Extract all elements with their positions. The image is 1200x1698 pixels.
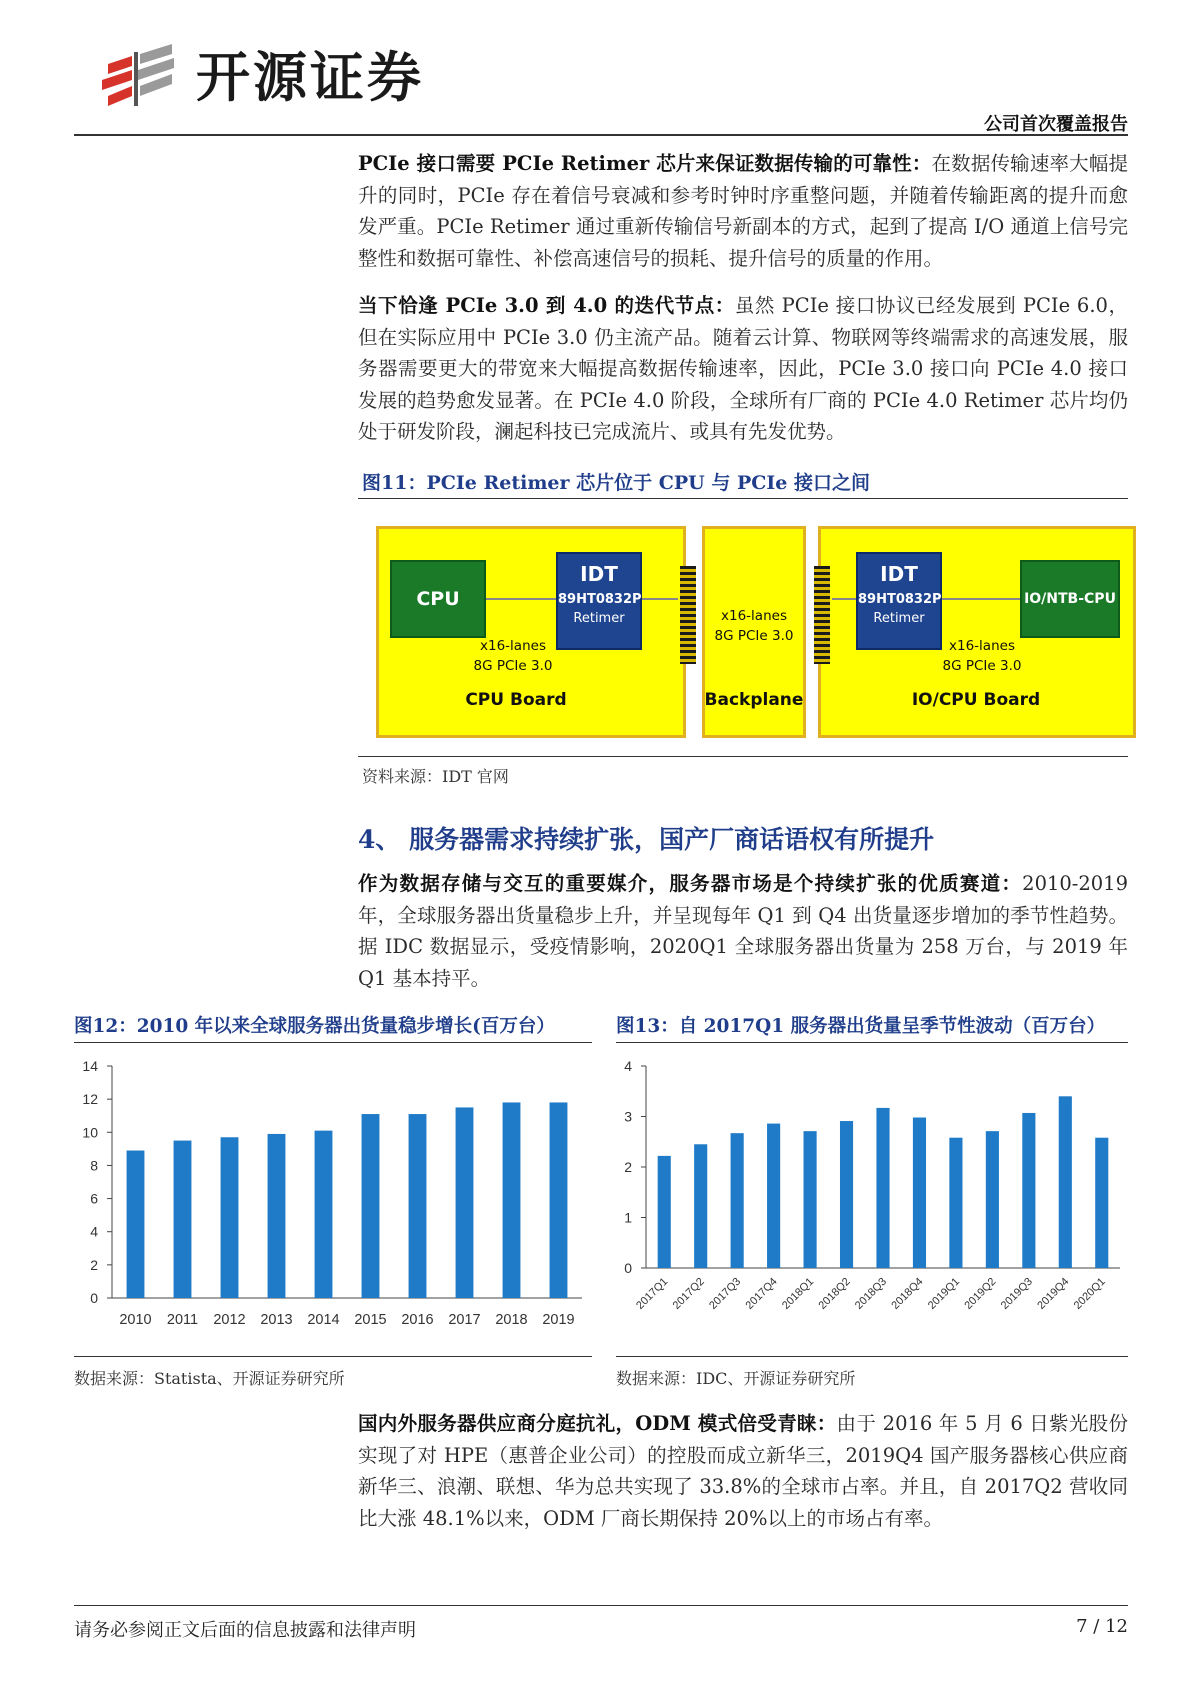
chart-annual-shipments: [74, 1050, 592, 1350]
x-tick-label: 2019Q4: [1035, 1275, 1072, 1312]
figure-12-source: 数据来源：Statista、开源证券研究所: [74, 1369, 345, 1388]
footer-disclaimer: 请务必参阅正文后面的信息披露和法律声明: [74, 1620, 416, 1641]
y-tick-label: 2: [90, 1256, 98, 1273]
section-4-heading: 4、 服务器需求持续扩张，国产厂商话语权有所提升: [358, 825, 935, 854]
figure-13-bottom-rule: [616, 1356, 1128, 1357]
figure-13-source: 数据来源：IDC、开源证券研究所: [616, 1369, 856, 1388]
x-tick-label: 2018: [495, 1312, 528, 1328]
chip-name: Retimer: [873, 611, 925, 626]
paragraph-retimer-reliability: [358, 148, 1128, 274]
y-tick-label: 12: [82, 1091, 98, 1108]
y-tick-label: 0: [624, 1260, 632, 1276]
x-tick-label: 2012: [213, 1312, 246, 1328]
lanes-label: x16-lanes: [721, 608, 787, 624]
chip-model: 89HT0832P: [858, 592, 942, 607]
paragraph-body: 在数据传输速率大幅提升的同时，PCIe 存在着信号衰减和参考时钟时序重整问题，并随着传输距离的提升而愈发严重。PCIe Retimer 通过重新传输信号新副本的方式，起到了提高 I/O 通道上信号完整性和数据可靠性、补偿高速信号的损耗、提升信号的质量的作用。: [358, 152, 1128, 270]
paragraph-body: 由于 2016 年 5 月 6 日紫光股份实现了对 HPE（惠普企业公司）的控股而成立新华三，2019Q4 国产服务器核心供应商新华三、浪潮、联想、华为总共实现了 33.8%的全球市占率。并且，自 2017Q2 营收同比大涨 48.1%以来，ODM 厂商长期保持 20%以上的市场占有率。: [358, 1412, 1128, 1530]
bar: [174, 1141, 192, 1298]
link-label-io-board: [932, 636, 1032, 676]
x-tick-label: 2018Q2: [816, 1275, 853, 1312]
link-arrow: [832, 598, 856, 600]
x-tick-label: 2010: [119, 1312, 152, 1328]
link-arrow: [486, 598, 556, 600]
bar: [876, 1108, 889, 1268]
backplane-label: Backplane: [704, 690, 804, 710]
bar: [315, 1131, 333, 1298]
paragraph-lead: 国内外服务器供应商分庭抗礼，ODM 模式倍受青睐：: [358, 1412, 837, 1435]
io-cpu-label: IO/NTB-CPU: [1024, 591, 1116, 607]
y-tick-label: 3: [624, 1108, 632, 1125]
y-tick-label: 4: [624, 1058, 632, 1074]
y-tick-label: 10: [82, 1124, 98, 1141]
x-tick-label: 2018Q4: [889, 1275, 926, 1312]
bar: [1022, 1113, 1035, 1268]
y-tick-label: 1: [624, 1209, 632, 1226]
paragraph-vendors-odm: [358, 1408, 1128, 1534]
x-tick-label: 2017Q4: [743, 1275, 780, 1312]
link-label-backplane: [702, 606, 806, 646]
y-tick-label: 14: [82, 1058, 98, 1074]
connector-right: [814, 566, 830, 664]
chart-quarterly-shipments: [616, 1050, 1128, 1350]
x-tick-label: 2019Q3: [998, 1275, 1035, 1312]
x-tick-label: 2017: [448, 1312, 481, 1328]
y-tick-label: 0: [90, 1290, 98, 1306]
bar: [550, 1102, 568, 1298]
bar: [949, 1138, 962, 1268]
y-tick-label: 4: [90, 1223, 98, 1240]
bar: [362, 1114, 380, 1298]
x-tick-label: 2015: [354, 1312, 387, 1328]
bar: [767, 1124, 780, 1268]
x-tick-label: 2018Q1: [780, 1275, 817, 1312]
page-number: 7 / 12: [1076, 1616, 1128, 1637]
y-tick-label: 2: [624, 1159, 632, 1175]
paragraph-body: 虽然 PCIe 接口协议已经发展到 PCIe 6.0，但在实际应用中 PCIe 3.0 仍主流产品。随着云计算、物联网等终端需求的高速发展，服务器需要更大的带宽来大幅提高数据传输速率，因此，PCIe 3.0 接口向 PCIe 4.0 接口发展的趋势愈发显著。在 PCIe 4.0 阶段，全球所有厂商的 PCIe 4.0 Retimer 芯片均仍处于研发阶段，澜起科技已完成流片、或具有先发优势。: [358, 294, 1128, 443]
bar: [127, 1151, 145, 1298]
footer-divider: [74, 1605, 1128, 1606]
paragraph-lead: PCIe 接口需要 PCIe Retimer 芯片来保证数据传输的可靠性：: [358, 152, 932, 175]
x-tick-label: 2017Q2: [670, 1275, 707, 1312]
x-tick-label: 2014: [307, 1312, 340, 1328]
chip-model: 89HT0832P: [558, 592, 642, 607]
bar: [503, 1102, 521, 1298]
y-tick-label: 8: [90, 1157, 98, 1174]
report-type: 公司首次覆盖报告: [984, 114, 1128, 135]
connector-left: [680, 566, 696, 664]
lanes-label: x16-lanes: [949, 638, 1015, 654]
link-label-cpu-board: [468, 636, 558, 676]
x-tick-label: 2017Q3: [707, 1275, 744, 1312]
x-tick-label: 2013: [260, 1312, 293, 1328]
cpu-board-label: CPU Board: [465, 690, 567, 710]
bar: [1059, 1096, 1072, 1268]
bar: [221, 1137, 239, 1298]
lanes-label: x16-lanes: [480, 638, 546, 654]
chip-name: Retimer: [573, 611, 625, 626]
figure-12-bottom-rule: [74, 1356, 592, 1357]
cpu-block: [390, 560, 486, 638]
bar: [409, 1114, 427, 1298]
figure-11-bottom-rule: [358, 756, 1128, 757]
figure-11-title: 图11：PCIe Retimer 芯片位于 CPU 与 PCIe 接口之间: [362, 472, 870, 494]
idt-logo: IDT: [880, 562, 918, 586]
idt-logo: IDT: [580, 562, 618, 586]
bar: [840, 1121, 853, 1268]
figure-13-top-rule: [616, 1042, 1128, 1043]
pcie-retimer-diagram: [376, 522, 1136, 742]
paragraph-lead: 当下恰逢 PCIe 3.0 到 4.0 的迭代节点：: [358, 294, 735, 317]
bar: [986, 1131, 999, 1268]
figure-12-top-rule: [74, 1042, 592, 1043]
bar: [804, 1131, 817, 1268]
x-tick-label: 2018Q3: [852, 1275, 890, 1312]
paragraph-lead: 作为数据存储与交互的重要媒介，服务器市场是个持续扩张的优质赛道：: [358, 872, 1023, 895]
pcie-gen-label: 8G PCIe 3.0: [714, 628, 794, 644]
link-arrow: [642, 598, 678, 600]
bar: [658, 1156, 671, 1268]
bar: [456, 1107, 474, 1298]
bar: [913, 1118, 926, 1268]
bar: [268, 1134, 286, 1298]
y-tick-label: 6: [90, 1190, 98, 1207]
pcie-gen-label: 8G PCIe 3.0: [942, 658, 1022, 674]
figure-13-title: 图13：自 2017Q1 服务器出货量呈季节性波动（百万台）: [616, 1016, 1106, 1037]
bar: [694, 1144, 707, 1268]
x-tick-label: 2017Q1: [634, 1275, 671, 1312]
brand-name: 开源证券: [196, 46, 424, 109]
retimer-chip-io-side: [856, 552, 942, 650]
figure-12-title: 图12：2010 年以来全球服务器出货量稳步增长(百万台）: [74, 1016, 555, 1037]
x-tick-label: 2019Q1: [925, 1275, 963, 1312]
logo-mark: [102, 44, 180, 108]
io-cpu-board-label: IO/CPU Board: [911, 690, 1041, 710]
x-tick-label: 2020Q1: [1071, 1275, 1108, 1312]
figure-11-source: 资料来源：IDT 官网: [362, 767, 509, 786]
paragraph-pcie-iteration: [358, 290, 1128, 448]
figure-11-top-rule: [358, 498, 1128, 499]
paragraph-body: 2010-2019 年，全球服务器出货量稳步上升，并呈现每年 Q1 到 Q4 出货量逐步增加的季节性趋势。据 IDC 数据显示，受疫情影响，2020Q1 全球服务器出货量为 258 万台，与 2019 年 Q1 基本持平。: [358, 872, 1128, 990]
retimer-chip-cpu-side: [556, 552, 642, 650]
x-tick-label: 2019: [542, 1312, 575, 1328]
bar: [1095, 1138, 1108, 1268]
paragraph-server-market: [358, 868, 1128, 994]
link-arrow: [942, 598, 1020, 600]
pcie-gen-label: 8G PCIe 3.0: [473, 658, 553, 674]
io-ntb-cpu-block: [1020, 560, 1120, 638]
cpu-label: CPU: [416, 588, 460, 610]
x-tick-label: 2011: [166, 1312, 199, 1328]
x-tick-label: 2016: [401, 1312, 434, 1328]
x-tick-label: 2019Q2: [962, 1275, 999, 1312]
bar: [731, 1133, 744, 1268]
header-divider: [74, 134, 1128, 136]
